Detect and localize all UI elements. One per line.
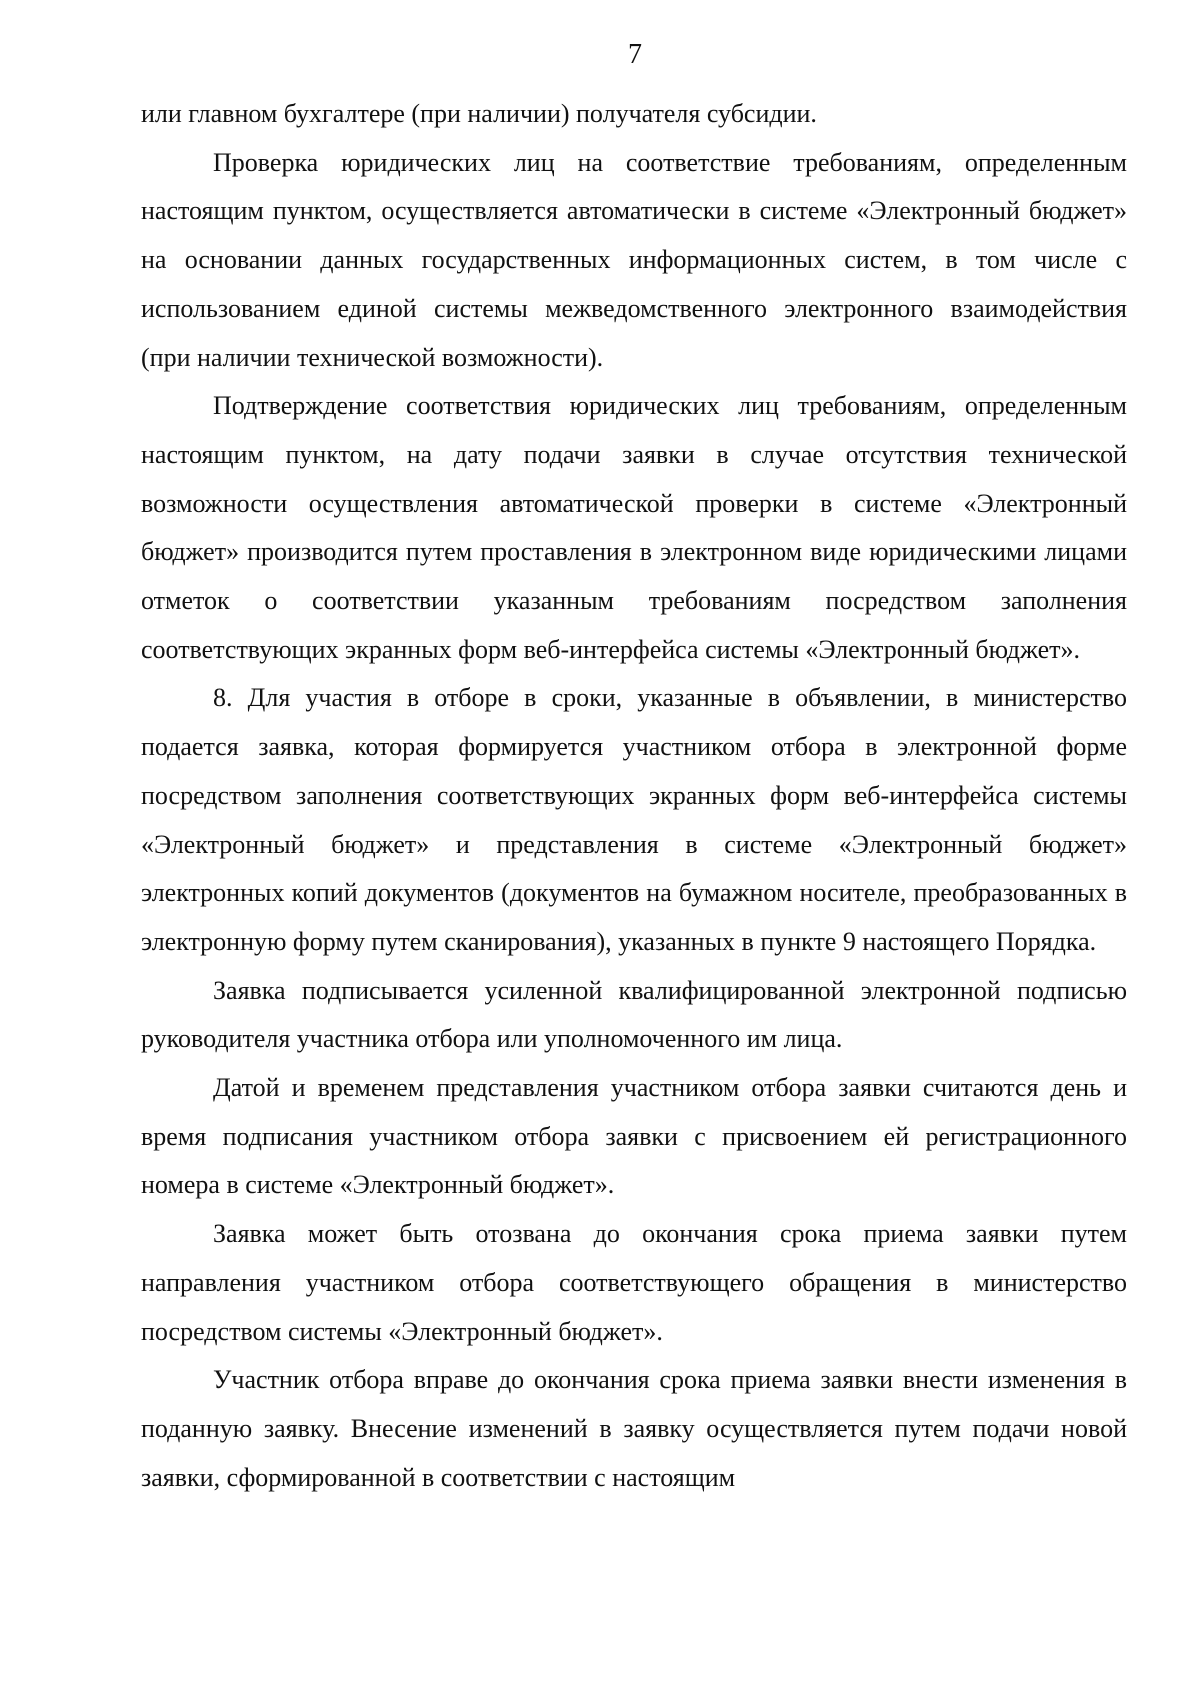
page-number: 7 [628, 39, 642, 70]
document-body [141, 90, 1127, 1502]
paragraph-automatic-check: Проверка юридических лиц на соответствие требованиям, определенным настоящим пунктом, осуществляется автоматически в системе «Электронный бюджет» на основании данных государственных информационных систем, в том числе с использованием единой системы межведомственного электронного взаимодействия (при наличии технической возможности). [141, 147, 1127, 372]
paragraph-continuation: или главном бухгалтере (при наличии) получателя субсидии. [141, 99, 817, 128]
paragraph-submission-date: Датой и временем представления участником отбора заявки считаются день и время подписания участником отбора заявки с присвоением ей регистрационного номера в системе «Электронный бюджет». [141, 1073, 1127, 1200]
paragraph-signature: Заявка подписывается усиленной квалифицированной электронной подписью руководителя участника отбора или уполномоченного им лица. [141, 975, 1127, 1054]
paragraph-withdrawal: Заявка может быть отозвана до окончания срока приема заявки путем направления участником отбора соответствующего обращения в министерство посредством системы «Электронный бюджет». [141, 1219, 1127, 1346]
paragraph-amendments: Участник отбора вправе до окончания срока приема заявки внести изменения в поданную заявку. Внесение изменений в заявку осуществляется путем подачи новой заявки, сформированной в соответствии с настоящим [141, 1365, 1127, 1492]
paragraph-item-8: 8. Для участия в отборе в сроки, указанные в объявлении, в министерство подается заявка, которая формируется участником отбора в электронной форме посредством заполнения соответствующих экранных форм веб-интерфейса системы «Электронный бюджет» и представления в системе «Электронный бюджет» электронных копий документов (документов на бумажном носителе, преобразованных в электронную форму путем сканирования), указанных в пункте 9 настоящего Порядка. [141, 683, 1127, 956]
paragraph-confirmation: Подтверждение соответствия юридических лиц требованиям, определенным настоящим пунктом, на дату подачи заявки в случае отсутствия технической возможности осуществления автоматической проверки в системе «Электронный бюджет» производится путем проставления в электронном виде юридическими лицами отметок о соответствии указанным требованиям посредством заполнения соответствующих экранных форм веб-интерфейса системы «Электронный бюджет». [141, 391, 1127, 664]
